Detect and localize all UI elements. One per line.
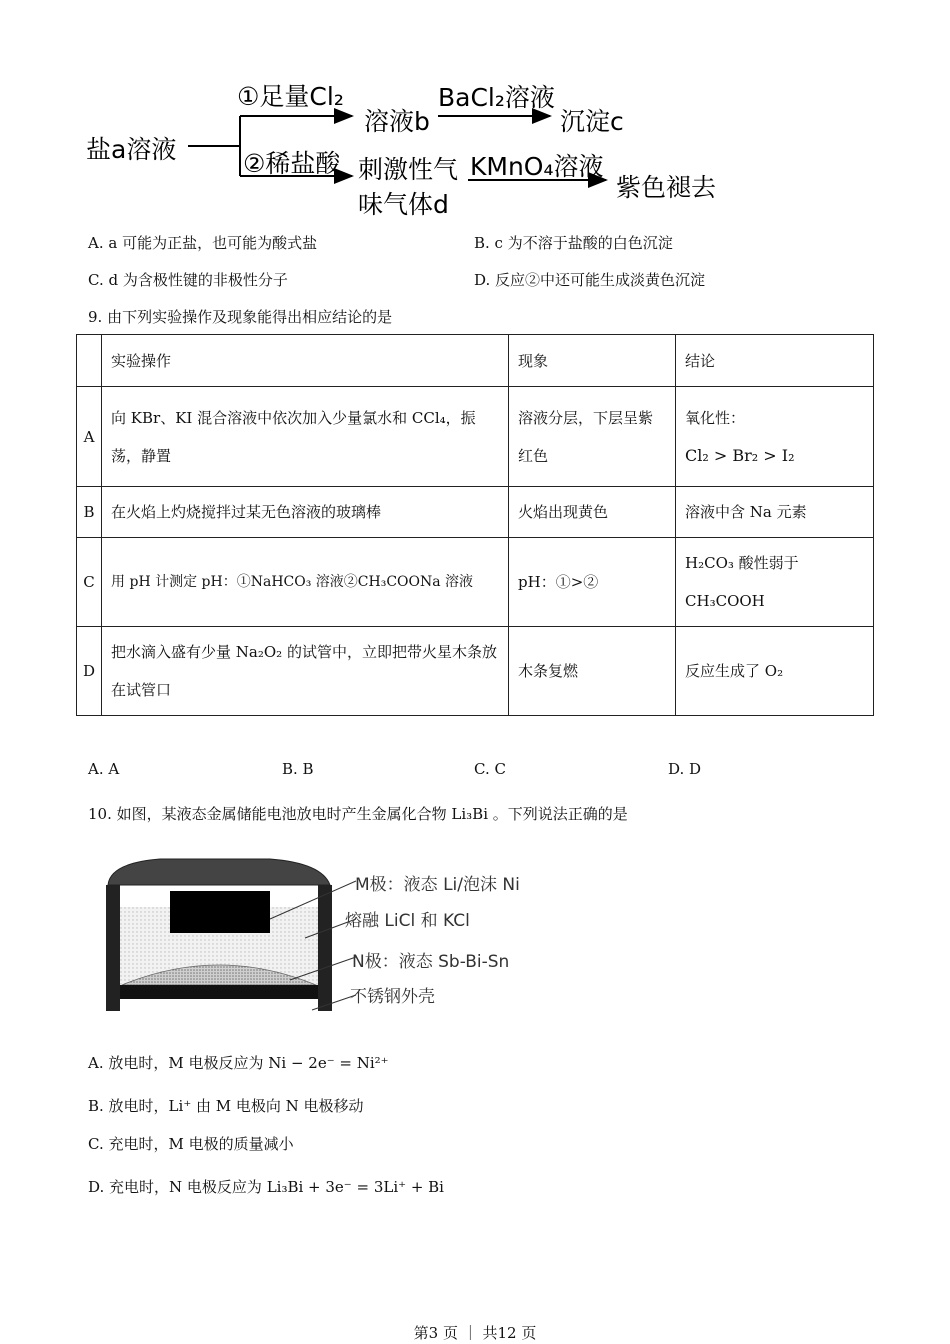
- precipitate-c-label: 沉淀c: [560, 107, 624, 136]
- conclusion-line2: Cl₂ > Br₂ > I₂: [685, 445, 795, 465]
- table-row: [77, 538, 874, 627]
- salt-a-label: 盐a溶液: [86, 135, 177, 164]
- table-row: [77, 627, 874, 716]
- q9-option-d: D. D: [668, 760, 702, 778]
- purple-fades-label: 紫色褪去: [616, 173, 717, 202]
- row-phenomenon: pH：①>②: [509, 538, 676, 627]
- row-conclusion: 反应生成了 O₂: [676, 627, 874, 716]
- header-conclusion: 结论: [676, 335, 874, 387]
- row-operation: 把水滴入盛有少量 Na₂O₂ 的试管中，立即把带火星木条放在试管口: [102, 627, 509, 716]
- reagent-cl2-label: ①足量Cl₂: [237, 82, 344, 111]
- row-label: D: [77, 627, 102, 716]
- q9-table: [76, 334, 874, 716]
- q10-stem: 10. 如图，某液态金属储能电池放电时产生金属化合物 Li₃Bi 。下列说法正确的是: [88, 805, 628, 823]
- bottom-plate: [120, 985, 318, 999]
- row-conclusion: [676, 538, 874, 627]
- row-phenomenon: 木条复燃: [509, 627, 676, 716]
- label-m-electrode: M极：液态 Li/泡沫 Ni: [355, 875, 520, 895]
- q10-option-b: B. 放电时，Li⁺ 由 M 电极向 N 电极移动: [88, 1097, 364, 1115]
- header-empty-cell: [77, 335, 102, 387]
- row-label: B: [77, 487, 102, 538]
- conclusion-line1: H₂CO₃ 酸性弱于: [685, 554, 799, 572]
- row-operation: 在火焰上灼烧搅拌过某无色溶液的玻璃棒: [102, 487, 509, 538]
- row-phenomenon: 火焰出现黄色: [509, 487, 676, 538]
- q9-stem: 9. 由下列实验操作及现象能得出相应结论的是: [88, 308, 393, 326]
- row-conclusion: 溶液中含 Na 元素: [676, 487, 874, 538]
- m-electrode: [170, 891, 270, 933]
- q8-option-b: B. c 为不溶于盐酸的白色沉淀: [474, 234, 673, 252]
- row-operation: 向 KBr、KI 混合溶液中依次加入少量氯水和 CCl₄，振荡，静置: [102, 387, 509, 487]
- q10-option-c: C. 充电时，M 电极的质量减小: [88, 1135, 294, 1153]
- table-row: [77, 387, 874, 487]
- gas-d-line1: 刺激性气: [358, 155, 459, 184]
- row-conclusion: [676, 387, 874, 487]
- reagent-kmno4-label: KMnO₄溶液: [470, 152, 604, 181]
- q8-option-d: D. 反应②中还可能生成淡黄色沉淀: [474, 271, 706, 289]
- q8-option-c: C. d 为含极性键的非极性分子: [88, 271, 288, 289]
- page-footer: 第3 页 ｜ 共12 页: [413, 1324, 537, 1342]
- table-row: [77, 487, 874, 538]
- table-header-row: [77, 335, 874, 387]
- label-shell: 不锈钢外壳: [350, 987, 435, 1007]
- row-label: A: [77, 387, 102, 487]
- row-operation: 用 pH 计测定 pH：①NaHCO₃ 溶液②CH₃COONa 溶液: [102, 538, 509, 627]
- lid-dome: [108, 859, 330, 885]
- label-n-electrode: N极：液态 Sb-Bi-Sn: [352, 952, 510, 972]
- conclusion-line1: 氧化性：: [685, 408, 746, 427]
- label-molten-salt: 熔融 LiCl 和 KCl: [345, 911, 470, 931]
- header-operation: 实验操作: [102, 335, 509, 387]
- reagent-bacl2-label: BaCl₂溶液: [438, 83, 555, 112]
- gas-d-line2: 味气体d: [358, 190, 449, 219]
- q9-option-a: A. A: [88, 760, 120, 778]
- row-label: C: [77, 538, 102, 627]
- q9-option-b: B. B: [282, 760, 314, 778]
- flowchart-lines: [0, 0, 950, 230]
- conclusion-line2: CH₃COOH: [685, 592, 765, 610]
- row-phenomenon: 溶液分层，下层呈紫红色: [509, 387, 676, 487]
- q10-option-a: A. 放电时，M 电极反应为 Ni − 2e⁻ = Ni²⁺: [88, 1054, 389, 1072]
- header-phenomenon: 现象: [509, 335, 676, 387]
- q9-option-c: C. C: [474, 760, 506, 778]
- left-wall: [106, 885, 120, 1011]
- right-wall: [318, 885, 332, 1011]
- q10-option-d: D. 充电时，N 电极反应为 Li₃Bi + 3e⁻ = 3Li⁺ + Bi: [88, 1178, 444, 1196]
- reagent-hcl-label: ②稀盐酸: [243, 149, 341, 178]
- solution-b-label: 溶液b: [364, 107, 430, 136]
- q8-option-a: A. a 可能为正盐，也可能为酸式盐: [88, 234, 318, 252]
